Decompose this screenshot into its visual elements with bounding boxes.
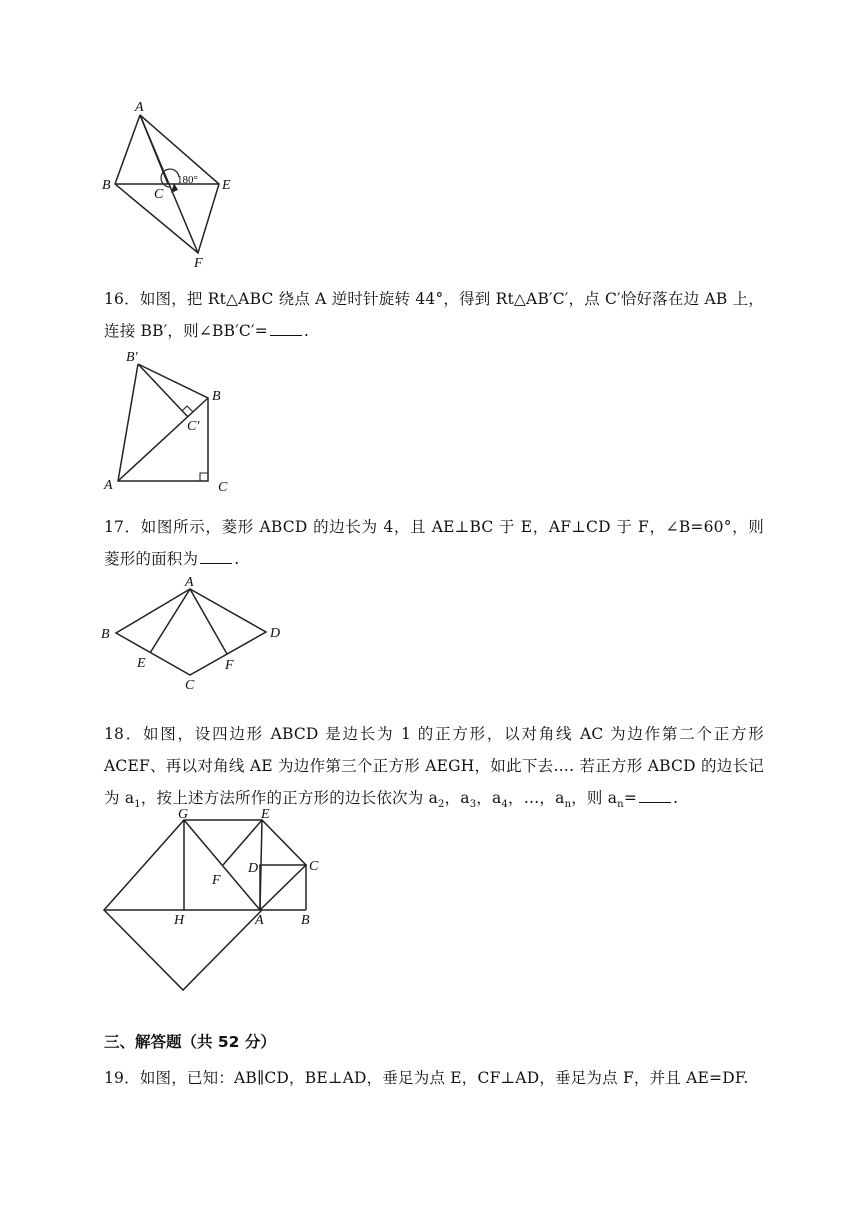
label-d: D — [248, 861, 259, 876]
question-text: 如图，把 Rt△ABC 绕点 A 逆时针旋转 44°，得到 Rt△AB′C′，点 C′恰好落在边 AB 上，连接 BB′，则∠BB′C′= — [104, 290, 764, 340]
question-text: 如图所示，菱形 ABCD 的边长为 4，且 AE⊥BC 于 E，AF⊥CD 于 F，∠B=60°，则菱形的面积为 — [104, 518, 765, 568]
figure-16 — [100, 350, 240, 500]
label-b: B — [101, 627, 110, 642]
question-19 — [104, 1062, 764, 1094]
subscript: 2 — [438, 799, 445, 811]
square-fourth — [104, 820, 262, 990]
label-c: C — [154, 187, 164, 202]
question-number: 17． — [104, 518, 141, 536]
right-angle-mark-c — [200, 473, 208, 481]
question-text-end: . — [303, 322, 310, 340]
question-18 — [104, 718, 764, 821]
question-text: 如图，已知：AB∥CD，BE⊥AD，垂足为点 E，CF⊥AD，垂足为点 F，并且 AE=DF. — [139, 1069, 749, 1087]
label-f: F — [194, 256, 203, 271]
label-f: F — [212, 873, 221, 888]
label-a: A — [255, 913, 264, 928]
question-text: ，则 a — [571, 789, 618, 807]
diagonal-ae — [260, 820, 262, 910]
question-text-end: . — [673, 789, 679, 807]
label-f: F — [225, 658, 234, 673]
label-b-prime: B′ — [126, 350, 138, 365]
segment-ab — [118, 398, 208, 481]
question-number: 16． — [104, 290, 140, 308]
figure-18 — [98, 808, 328, 998]
segment-b-prime-c-prime — [138, 364, 188, 417]
label-h: H — [174, 913, 185, 928]
question-text: ，a — [444, 789, 470, 807]
label-a: A — [135, 100, 144, 115]
label-b: B — [301, 913, 310, 928]
segment-ae — [150, 589, 190, 653]
figure-17 — [98, 575, 288, 695]
question-17 — [104, 511, 764, 575]
label-g: G — [178, 807, 189, 822]
label-e: E — [222, 178, 231, 193]
question-text-end: . — [234, 550, 240, 568]
label-c-prime: C′ — [187, 419, 200, 434]
question-number: 18． — [104, 725, 143, 743]
question-text: ，按上述方法所作的正方形的边长依次为 a — [140, 789, 439, 807]
label-a: A — [185, 575, 194, 590]
label-c: C — [218, 480, 228, 495]
section-heading: 三、解答题（共 52 分） — [104, 1033, 276, 1051]
question-number: 19． — [104, 1069, 140, 1087]
label-d: D — [270, 626, 281, 641]
answer-blank[interactable] — [639, 788, 671, 803]
subscript: n — [617, 799, 624, 811]
label-b: B — [102, 178, 111, 193]
label-a: A — [104, 478, 113, 493]
question-text: = — [623, 789, 637, 807]
question-text: 如图，设四边形 ABCD 是边长为 1 的正方形，以对角线 AC 为边作第二个正方形 ACEF、再以对角线 AE 为边作第三个正方形 AEGH，如此下去…. 若正方形 ABCD 的边长记为 a — [104, 725, 765, 807]
question-text: ，…，a — [508, 789, 565, 807]
subscript: n — [564, 799, 572, 811]
right-angle-mark-c-prime — [182, 406, 193, 412]
label-c: C — [309, 859, 319, 874]
label-b: B — [212, 389, 221, 404]
figure-15 — [95, 95, 255, 270]
label-e: E — [261, 807, 270, 822]
question-text: ，a — [476, 789, 502, 807]
angle-label: 180° — [177, 174, 198, 186]
label-c: C — [185, 678, 195, 693]
subscript: 1 — [134, 799, 141, 811]
answer-blank[interactable] — [200, 549, 232, 564]
question-16 — [104, 283, 764, 347]
answer-blank[interactable] — [270, 321, 302, 336]
label-e: E — [137, 656, 146, 671]
subscript: 3 — [469, 799, 477, 811]
subscript: 4 — [501, 799, 509, 811]
